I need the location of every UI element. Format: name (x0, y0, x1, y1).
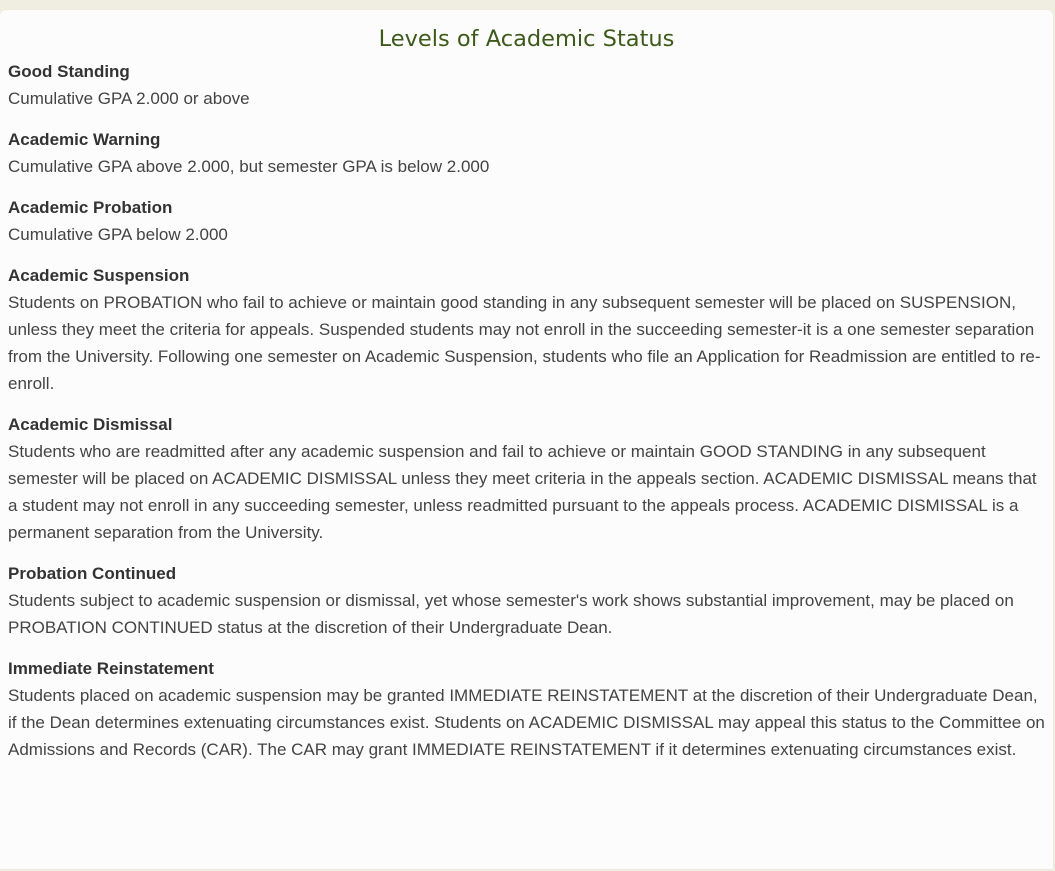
section-heading: Good Standing (8, 62, 130, 81)
section-academic-probation (8, 194, 1053, 248)
section-body: Cumulative GPA above 2.000, but semester GPA is below 2.000 (8, 157, 490, 176)
section-body: Students placed on academic suspension may be granted IMMEDIATE REINSTATEMENT at the discretion of their Undergraduate Dean, if the Dean determines extenuating circumstances exist. Students on ACADEMIC DISMISSAL may appeal this status to the Committee on Admissions and Records (CAR). The CAR may grant IMMEDIATE REINSTATEMENT if it determines extenuating circumstances exist. (8, 686, 1045, 759)
section-body: Students who are readmitted after any academic suspension and fail to achieve or maintain GOOD STANDING in any subsequent semester will be placed on ACADEMIC DISMISSAL unless they meet criteria in the appeals section. ACADEMIC DISMISSAL means that a student may not enroll in any succeeding semester, unless readmitted pursuant to the appeals process. ACADEMIC DISMISSAL is a permanent separation from the University. (8, 442, 1037, 542)
section-body: Cumulative GPA below 2.000 (8, 225, 228, 244)
section-good-standing (8, 58, 1053, 112)
page-title: Levels of Academic Status (378, 26, 675, 52)
section-immediate-reinstatement (8, 655, 1053, 763)
section-probation-continued (8, 560, 1053, 641)
section-academic-warning (8, 126, 1053, 180)
content-panel (0, 10, 1053, 869)
section-heading: Probation Continued (8, 564, 177, 583)
section-heading: Academic Probation (8, 198, 173, 217)
section-heading: Immediate Reinstatement (8, 659, 214, 678)
section-heading: Academic Warning (8, 130, 161, 149)
section-academic-dismissal (8, 411, 1053, 546)
section-heading: Academic Dismissal (8, 415, 173, 434)
section-academic-suspension (8, 262, 1053, 397)
section-body: Students on PROBATION who fail to achieve or maintain good standing in any subsequent semester will be placed on SUSPENSION, unless they meet the criteria for appeals. Suspended students may not enroll in the succeeding semester-it is a one semester separation from the University. Following one semester on Academic Suspension, students who file an Application for Readmission are entitled to re-enroll. (8, 293, 1041, 393)
section-body: Students subject to academic suspension or dismissal, yet whose semester's work shows substantial improvement, may be placed on PROBATION CONTINUED status at the discretion of their Undergraduate Dean. (8, 591, 1014, 637)
section-heading: Academic Suspension (8, 266, 190, 285)
section-body: Cumulative GPA 2.000 or above (8, 89, 250, 108)
